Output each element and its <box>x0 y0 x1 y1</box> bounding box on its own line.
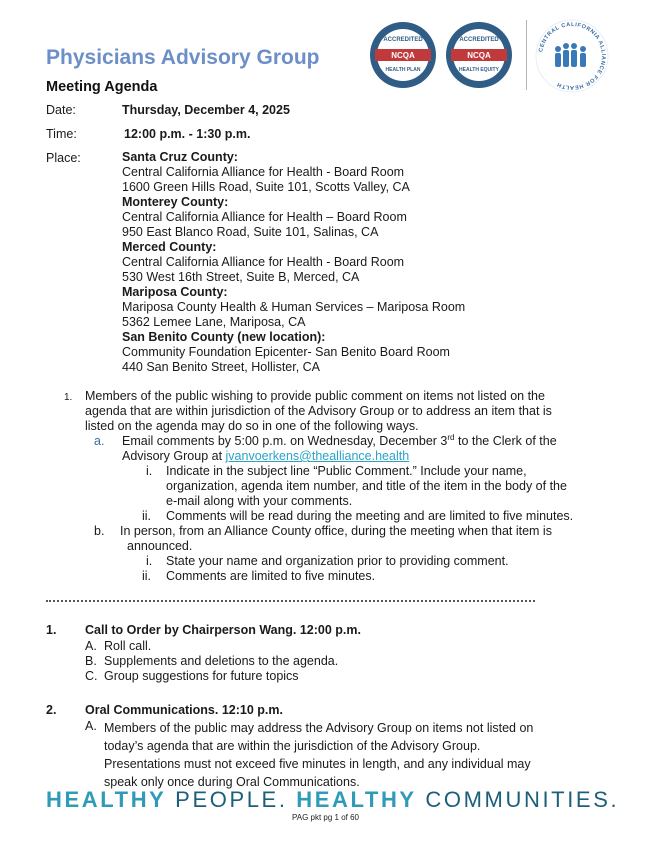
footer-tagline <box>46 787 619 813</box>
venue: Central California Alliance for Health – Board Room <box>122 210 407 224</box>
time-value: 12:00 p.m. - 1:30 p.m. <box>124 127 251 141</box>
list-marker: a. <box>94 434 105 448</box>
address: 1600 Green Hills Road, Suite 101, Scotts Valley, CA <box>122 180 410 194</box>
tagline-word: HEALTHY <box>46 787 167 812</box>
list-marker: i. <box>146 554 153 568</box>
paragraph-line: today’s agenda that are within the jurisdiction of the Advisory Group. <box>104 739 481 753</box>
logo-text: CENTRAL CALIFORNIA ALLIANCE FOR HEALTH <box>538 21 607 91</box>
tagline-word: HEALTHY <box>296 787 417 812</box>
clerk-email-link[interactable]: jvanvoerkens@thealliance.health <box>225 449 410 463</box>
county-name: Monterey County: <box>122 195 229 209</box>
address: 530 West 16th Street, Suite B, Merced, CA <box>122 270 360 284</box>
alliance-logo <box>534 18 610 99</box>
org-title: Physicians Advisory Group <box>46 46 320 69</box>
sub-item-marker: C. <box>85 669 98 683</box>
page-number: PAG pkt pg 1 of 60 <box>291 813 359 822</box>
venue: Central California Alliance for Health - Board Room <box>122 165 405 179</box>
email-option-line2 <box>122 449 409 464</box>
date-label: Date: <box>46 103 76 117</box>
county-name: Santa Cruz County: <box>122 150 238 164</box>
address: 440 San Benito Street, Hollister, CA <box>122 360 321 374</box>
paragraph-line: listed on the agenda may do so in one of the following ways. <box>85 419 419 433</box>
agenda-item-number: 1. <box>46 623 57 637</box>
badge-org: NCQA <box>467 51 491 60</box>
sub-item-marker: B. <box>85 654 97 668</box>
public-comment-intro <box>85 389 552 434</box>
email-option-text: Email comments by 5:00 p.m. on Wednesday, December 3 <box>122 434 448 448</box>
list-marker: b. <box>94 524 105 538</box>
email-option-text: Advisory Group at <box>122 449 226 463</box>
date-value: Thursday, December 4, 2025 <box>122 103 290 117</box>
badge-bottom: HEALTH EQUITY <box>459 67 499 73</box>
header-divider <box>526 20 527 90</box>
sub-item-text: Supplements and deletions to the agenda. <box>104 654 339 668</box>
page-title: Meeting Agenda <box>46 79 158 95</box>
in-person-limit: Comments are limited to five minutes. <box>166 569 376 583</box>
badge-org: NCQA <box>391 51 415 60</box>
venue: Central California Alliance for Health - Board Room <box>122 255 405 269</box>
sub-item-marker: A. <box>85 719 97 733</box>
paragraph-line: speak only once during Oral Communications. <box>104 775 360 789</box>
email-instructions <box>166 464 567 509</box>
sub-item-marker: A. <box>85 639 97 653</box>
county-name: Mariposa County: <box>122 285 228 299</box>
paragraph-line: Presentations must not exceed five minutes in length, and any individual may <box>104 757 531 771</box>
email-option-text: to the Clerk of the <box>454 434 557 448</box>
list-marker: i. <box>146 464 153 478</box>
address: 5362 Lemee Lane, Mariposa, CA <box>122 315 306 329</box>
venue: Community Foundation Epicenter- San Benito Board Room <box>122 345 450 359</box>
in-person-option: announced. <box>127 539 193 553</box>
email-limit-text: Comments will be read during the meeting and are limited to five minutes. <box>166 509 574 523</box>
paragraph-line: agenda that are within jurisdiction of the Advisory Group or to address an item that is <box>85 404 552 418</box>
paragraph-line: organization, agenda item number, and title of the item in the body of the <box>166 479 567 493</box>
badge-bottom: HEALTH PLAN <box>385 67 421 73</box>
ordinal-suffix: rd <box>447 432 455 442</box>
paragraph-line: e-mail along with your comments. <box>166 494 353 508</box>
tagline-word: PEOPLE. <box>166 787 297 812</box>
paragraph-line: Members of the public may address the Advisory Group on items not listed on <box>104 721 534 735</box>
agenda-item-heading: Call to Order by Chairperson Wang. 12:00 p.m. <box>85 623 361 637</box>
sub-item-text: Group suggestions for future topics <box>104 669 299 683</box>
address: 950 East Blanco Road, Suite 101, Salinas, CA <box>122 225 379 239</box>
paragraph-line: Indicate in the subject line “Public Comment.” Include your name, <box>166 464 527 478</box>
badge-top: ACCREDITED <box>459 37 499 43</box>
place-list <box>122 150 465 375</box>
sub-item-text: Roll call. <box>104 639 152 653</box>
agenda-item-number: 2. <box>46 703 57 717</box>
paragraph-line: Members of the public wishing to provide public comment on items not listed on the <box>85 389 545 403</box>
venue: Mariposa County Health & Human Services – Mariposa Room <box>122 300 466 314</box>
agenda-item-heading: Oral Communications. 12:10 p.m. <box>85 703 283 717</box>
list-marker: ii. <box>142 569 152 583</box>
email-option-line1 <box>122 434 557 449</box>
list-marker: ii. <box>142 509 152 523</box>
county-name: San Benito County (new location): <box>122 330 326 344</box>
county-name: Merced County: <box>122 240 217 254</box>
ncqa-health-plan-badge <box>369 21 437 94</box>
in-person-instruction: State your name and organization prior to providing comment. <box>166 554 509 568</box>
list-number: 1. <box>64 392 73 403</box>
sub-item-paragraph <box>104 719 533 791</box>
section-divider <box>46 600 535 602</box>
ncqa-health-equity-badge <box>445 21 513 94</box>
time-label: Time: <box>46 127 77 141</box>
badge-top: ACCREDITED <box>383 37 423 43</box>
tagline-word: COMMUNITIES. <box>416 787 620 812</box>
in-person-option: In person, from an Alliance County office, during the meeting when that item is <box>120 524 552 538</box>
place-label: Place: <box>46 151 81 165</box>
